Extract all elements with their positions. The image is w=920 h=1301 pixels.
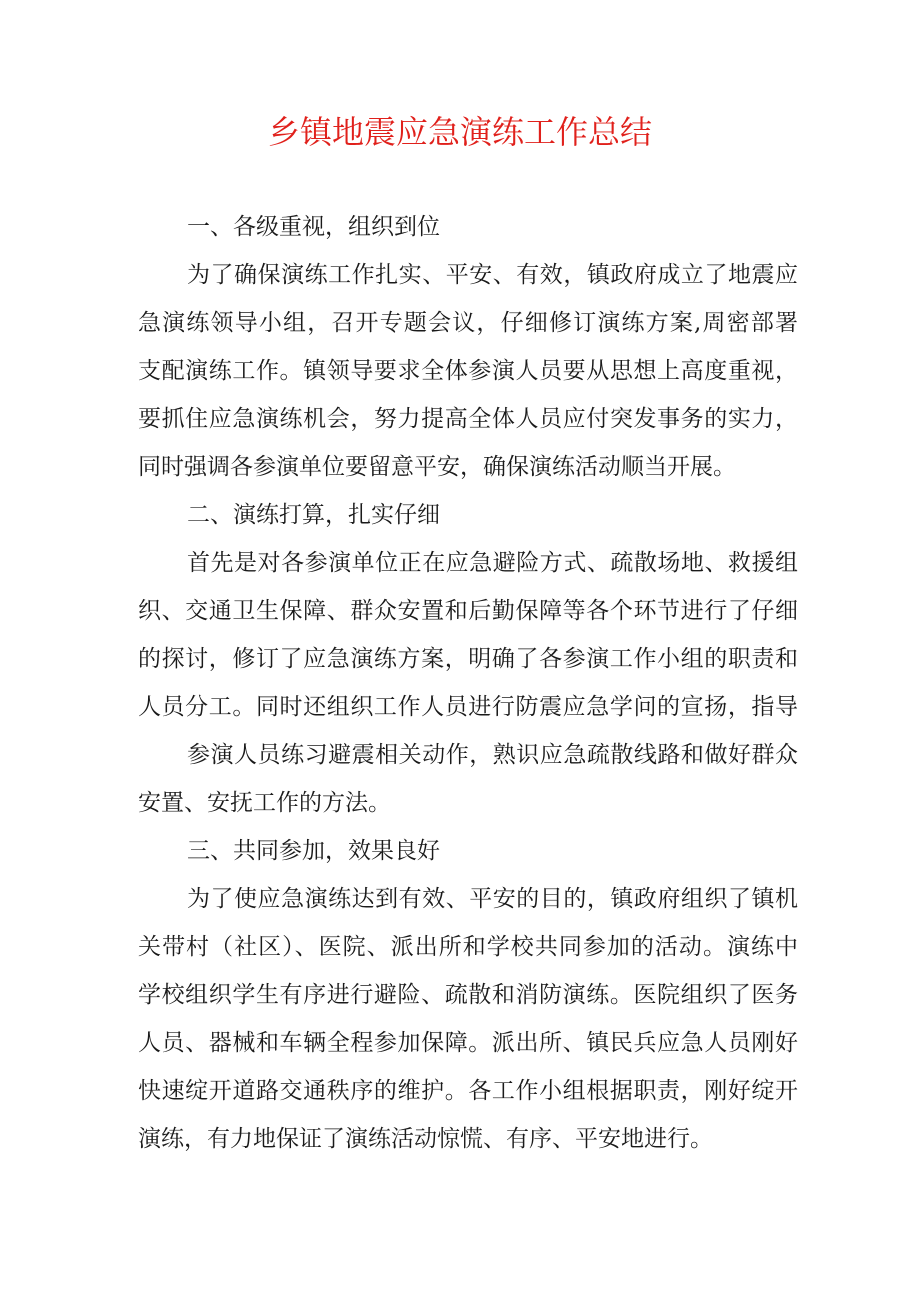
paragraph-line: 快速绽开道路交通秩序的维护。各工作小组根据职责，刚好绽开 — [138, 1078, 798, 1104]
paragraph-line: 人员、器械和车辆全程参加保障。派出所、镇民兵应急人员刚好 — [138, 1030, 798, 1056]
paragraph-line: 织、交通卫生保障、群众安置和后勤保障等各个环节进行了仔细 — [138, 598, 798, 624]
paragraph-line: 同时强调各参演单位要留意平安，确保演练活动顺当开展。 — [138, 454, 736, 480]
paragraph-line: 支配演练工作。镇领导要求全体参演人员要从思想上高度重视， — [138, 358, 798, 384]
paragraph-line: 要抓住应急演练机会，努力提高全体人员应付突发事务的实力， — [138, 406, 798, 432]
paragraph-line: 学校组织学生有序进行避险、疏散和消防演练。医院组织了医务 — [138, 982, 798, 1008]
paragraph-line: 安置、安抚工作的方法。 — [138, 790, 391, 816]
paragraph-line: 人员分工。同时还组织工作人员进行防震应急学问的宣扬，指导 — [138, 694, 798, 720]
paragraph-line: 的探讨，修订了应急演练方案，明确了各参演工作小组的职责和 — [138, 646, 798, 672]
paragraph-line: 关带村（社区）、医院、派出所和学校共同参加的活动。演练中 — [138, 934, 798, 960]
paragraph-line: 演练，有力地保证了演练活动惊慌、有序、平安地进行。 — [138, 1126, 713, 1152]
paragraph-line: 参演人员练习避震相关动作，熟识应急疏散线路和做好群众 — [187, 742, 798, 768]
paragraph-line: 为了使应急演练达到有效、平安的目的，镇政府组织了镇机 — [187, 886, 798, 912]
document-title: 乡镇地震应急演练工作总结 — [267, 113, 652, 151]
section-heading-2: 二、演练打算，扎实仔细 — [187, 502, 440, 528]
paragraph-line: 急演练领导小组，召开专题会议，仔细修订演练方案,周密部署 — [138, 310, 798, 336]
paragraph-line: 首先是对各参演单位正在应急避险方式、疏散场地、救援组 — [187, 550, 798, 576]
section-heading-1: 一、各级重视，组织到位 — [187, 214, 440, 240]
section-heading-3: 三、共同参加，效果良好 — [187, 838, 440, 864]
paragraph-line: 为了确保演练工作扎实、平安、有效，镇政府成立了地震应 — [187, 262, 798, 288]
